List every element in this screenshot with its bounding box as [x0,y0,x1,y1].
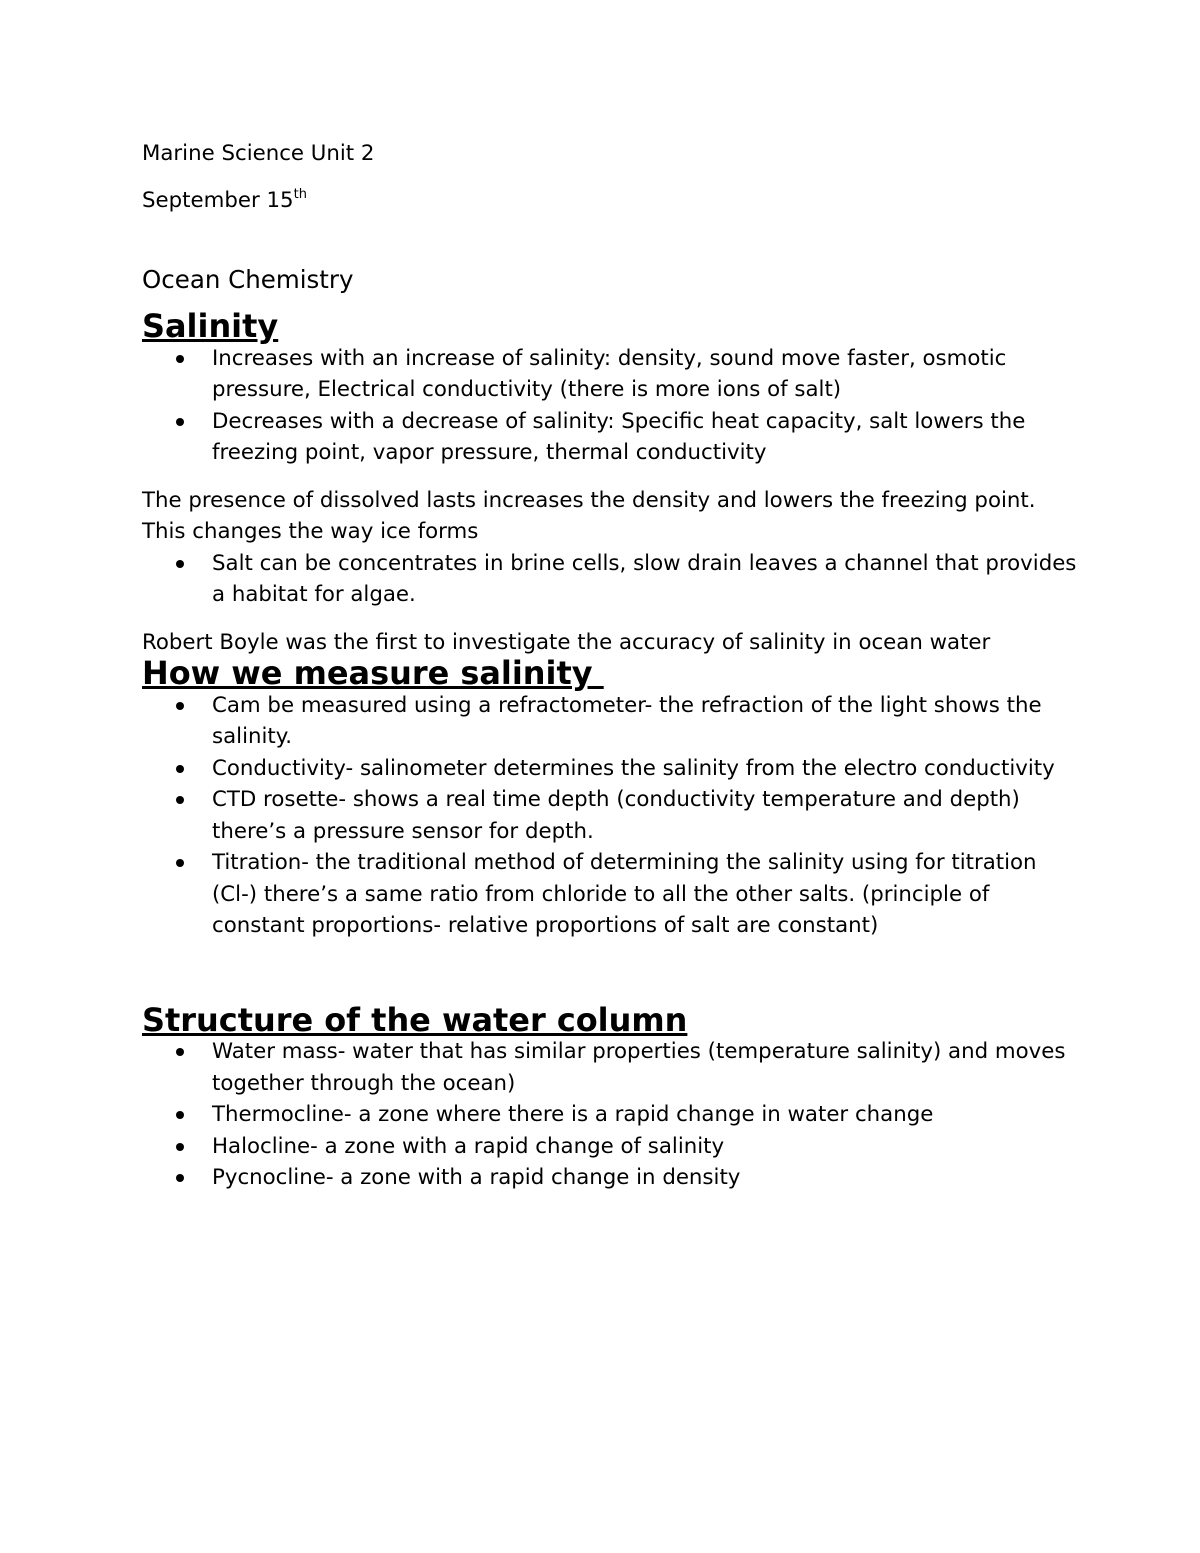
dissolved-salts-paragraph: The presence of dissolved lasts increases the density and lowers the freezing point. This changes the way ice forms [142,487,1036,544]
structure-heading: Structure of the water column [142,1000,688,1039]
document-page [142,138,1077,1194]
boyle-paragraph: Robert Boyle was the first to investigate the accuracy of salinity in ocean water [142,629,991,655]
brine-bullet-list [142,548,1077,611]
measure-bullet-list [142,690,1077,942]
list-item: Decreases with a decrease of salinity: Specific heat capacity, salt lowers the freezing point, vapor pressure, thermal conductivity [142,406,1077,469]
page-title: Ocean Chemistry [142,265,354,294]
list-item: Conductivity- salinometer determines the salinity from the electro conductivity [142,753,1077,785]
list-item: CTD rosette- shows a real time depth (conductivity temperature and depth) there’s a pressure sensor for depth. [142,784,1077,847]
list-item: Halocline- a zone with a rapid change of salinity [142,1131,1077,1163]
salinity-bullet-list [142,343,1077,469]
date-prefix: September 15 [142,187,294,213]
list-item: Pycnocline- a zone with a rapid change in density [142,1162,1077,1194]
date-line [142,185,1077,217]
list-item: Water mass- water that has similar properties (temperature salinity) and moves together through the ocean) [142,1036,1077,1099]
date-suffix: th [293,186,307,202]
list-item: Titration- the traditional method of determining the salinity using for titration (Cl-) there’s a same ratio from chloride to all the other salts. (principle of constant proportions- relative proportions of salt are constant) [142,847,1077,942]
list-item: Salt can be concentrates in brine cells, slow drain leaves a channel that provides a habitat for algae. [142,548,1077,611]
salinity-heading: Salinity [142,307,279,345]
list-item: Increases with an increase of salinity: density, sound move faster, osmotic pressure, Electrical conductivity (there is more ions of salt) [142,343,1077,406]
measure-heading: How we measure salinity [142,654,604,692]
structure-bullet-list [142,1036,1077,1194]
course-title: Marine Science Unit 2 [142,141,375,166]
list-item: Thermocline- a zone where there is a rapid change in water change [142,1099,1077,1131]
list-item: Cam be measured using a refractometer- the refraction of the light shows the salinity. [142,690,1077,753]
